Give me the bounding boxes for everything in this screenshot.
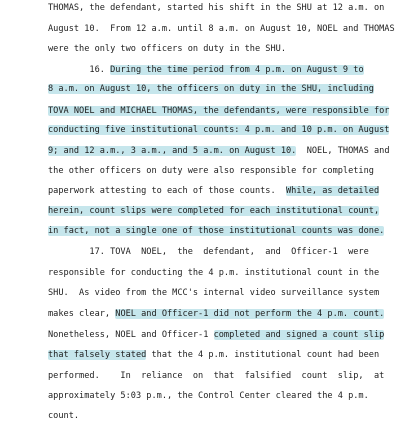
text-line: [48, 64, 364, 77]
text-segment: August 10. From 12 a.m. until 8 a.m. on August 10, NOEL and THOMAS: [48, 24, 395, 34]
text-segment: approximately 5:03 p.m., the Control Center cleared the 4 p.m.: [48, 391, 369, 401]
text-segment: THOMAS, the defendant, started his shift in the SHU at 12 a.m. on: [48, 3, 385, 13]
text-segment: makes clear,: [48, 309, 116, 319]
text-line: [48, 349, 379, 362]
text-line: [48, 410, 79, 423]
text-line: [48, 287, 379, 300]
highlighted-text: TOVA NOEL and MICHAEL THOMAS, the defendants, were responsible for: [48, 106, 390, 116]
text-line: [48, 145, 390, 158]
text-line: [48, 124, 389, 137]
highlighted-text: conducting five institutional counts: 4 p.m. and 10 p.m. on August: [48, 125, 390, 135]
text-line: [48, 370, 384, 383]
text-line: [48, 205, 379, 218]
highlighted-text: in fact, not a single one of those institutional counts was done.: [48, 226, 385, 236]
text-line: [48, 105, 389, 118]
text-segment: paperwork attesting to each of those counts.: [48, 186, 286, 196]
text-line: [48, 267, 379, 280]
highlighted-text: During the time period from 4 p.m. on August 9 to: [110, 65, 364, 75]
text-segment: the other officers on duty were also responsible for completing: [48, 166, 374, 176]
text-segment: Nonetheless, NOEL and Officer-1: [48, 330, 214, 340]
highlighted-text: that falsely stated: [48, 350, 147, 360]
text-line: [48, 83, 374, 96]
text-line: [48, 246, 369, 259]
text-segment: NOEL, THOMAS and: [296, 146, 390, 156]
text-segment: responsible for conducting the 4 p.m. institutional count in the: [48, 268, 380, 278]
highlighted-text: completed and signed a count slip: [213, 330, 385, 340]
text-line: [48, 308, 384, 321]
text-segment: performed. In reliance on that falsified count slip, at: [48, 371, 385, 381]
highlighted-text: herein, count slips were completed for each institutional count,: [48, 206, 380, 216]
highlighted-text: While, as detailed: [286, 186, 380, 196]
text-segment: 17. TOVA NOEL, the defendant, and Officer-1 were: [48, 247, 369, 257]
text-segment: 16.: [48, 65, 111, 75]
highlighted-text: NOEL and Officer-1 did not perform the 4 p.m. count.: [115, 309, 385, 319]
highlighted-text: 8 a.m. on August 10, the officers on duty in the SHU, including: [48, 84, 374, 94]
text-line: [48, 185, 379, 198]
text-segment: were the only two officers on duty in the SHU.: [48, 44, 286, 54]
text-line: [48, 165, 374, 178]
text-line: [48, 43, 286, 56]
text-line: [48, 2, 384, 15]
text-line: [48, 23, 395, 36]
text-line: [48, 390, 369, 403]
highlighted-text: 9; and 12 a.m., 3 a.m., and 5 a.m. on August 10.: [48, 146, 297, 156]
text-segment: SHU. As video from the MCC's internal video surveillance system: [48, 288, 380, 298]
text-segment: count.: [48, 411, 80, 421]
text-segment: that the 4 p.m. institutional count had been: [146, 350, 380, 360]
text-line: [48, 225, 384, 238]
text-line: [48, 329, 384, 342]
